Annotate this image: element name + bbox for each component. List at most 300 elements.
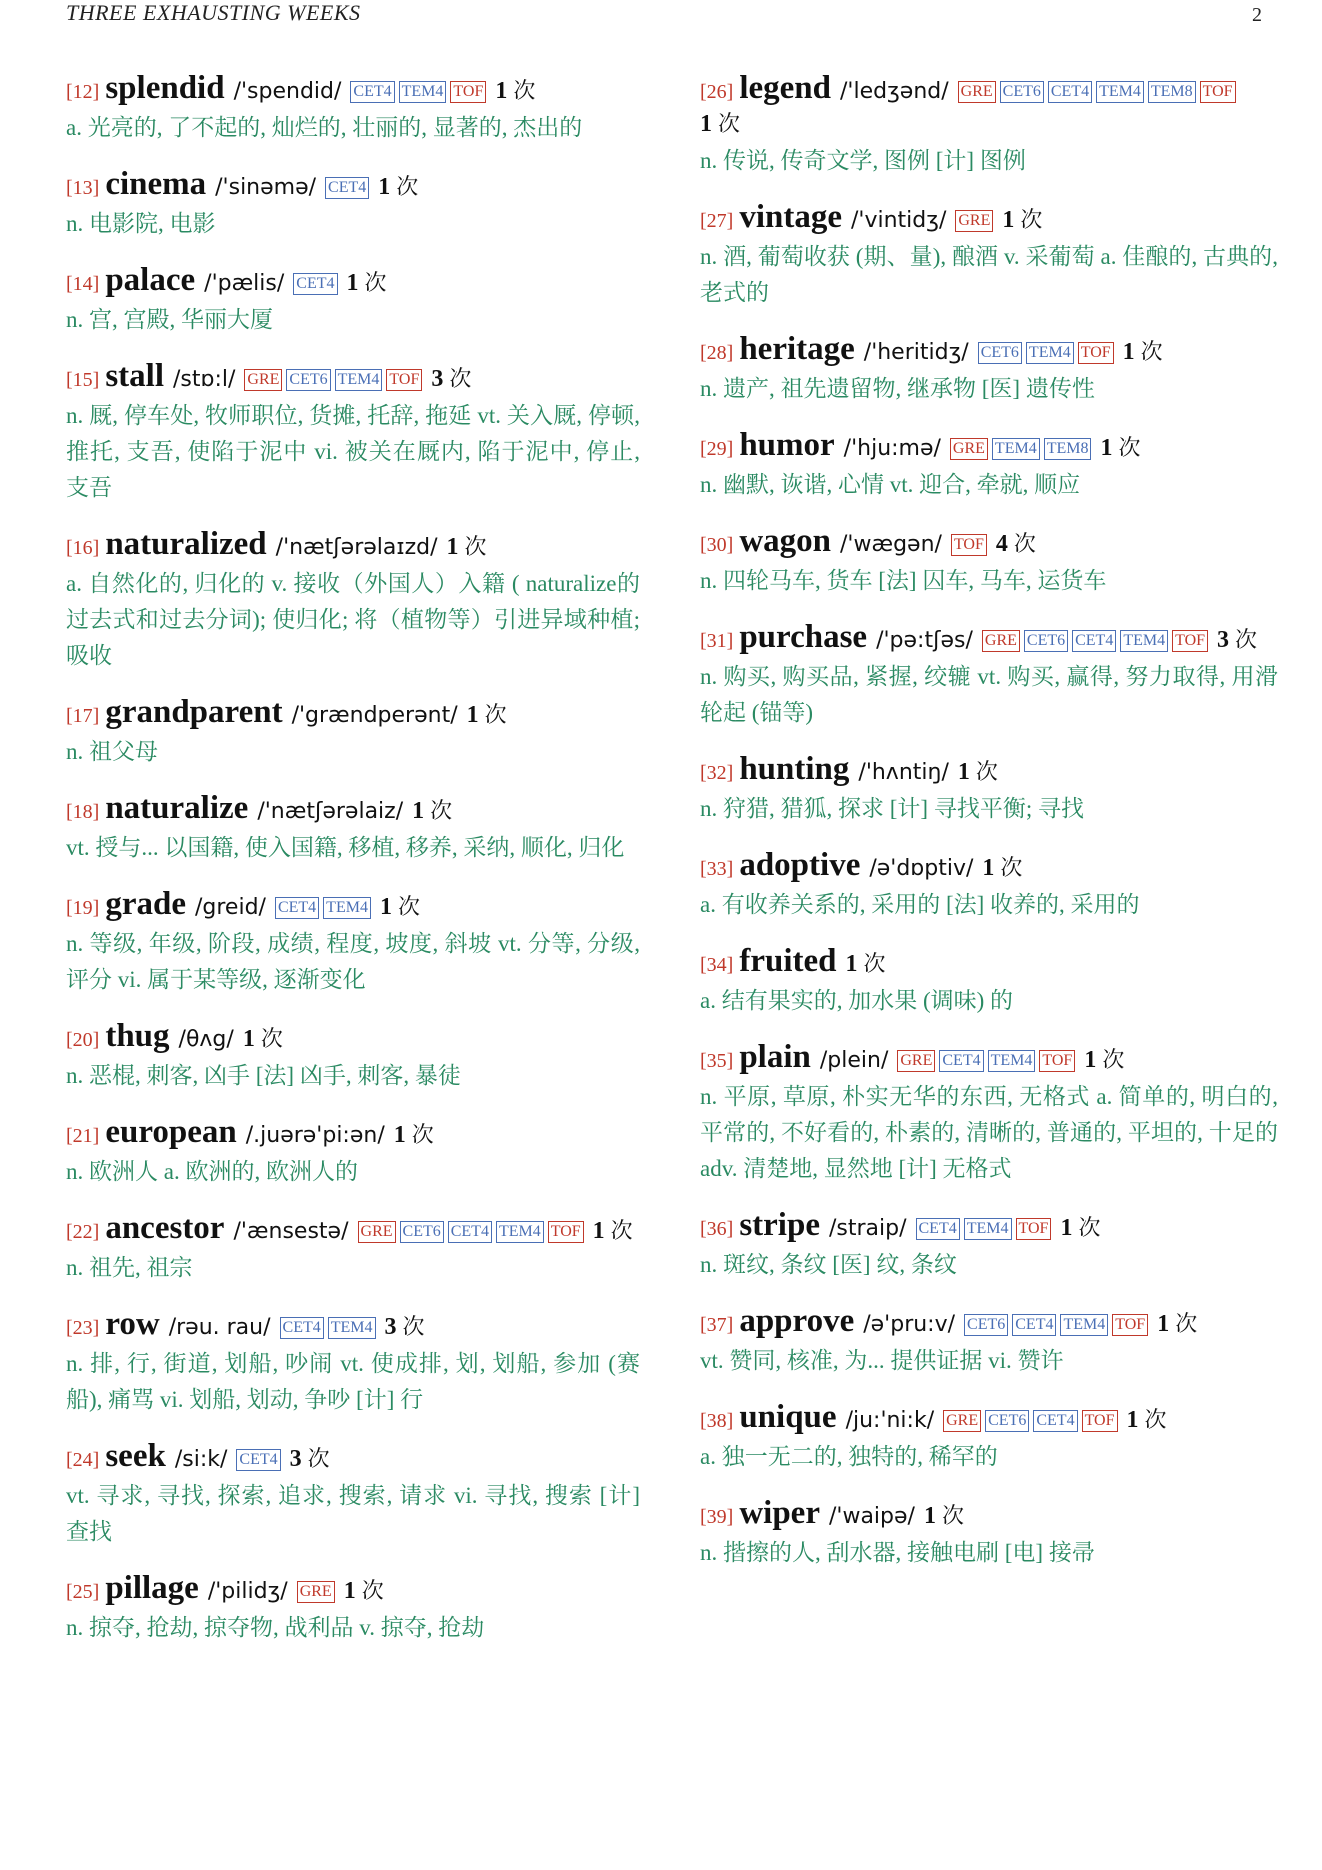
vocab-entry [700, 1305, 1278, 1379]
entry-definition: n. 传说, 传奇文学, 图例 [计] 图例 [700, 148, 1026, 173]
entry-headline [66, 792, 640, 828]
count-value: 1 [393, 1122, 406, 1148]
count-value: 1 [1122, 339, 1135, 365]
occurrence-count [394, 1122, 434, 1148]
entry-index: [28] [700, 342, 734, 364]
count-label: 次 [1118, 435, 1141, 460]
entry-word: stripe [739, 1207, 820, 1243]
occurrence-count [380, 894, 420, 920]
exam-tag-gre: GRE [297, 1581, 335, 1603]
exam-tags [244, 369, 426, 391]
entry-word: cinema [105, 166, 207, 202]
entry-pronunciation: /.juərə'pi:ən/ [245, 1123, 385, 1148]
entry-headline [700, 1041, 1278, 1077]
entry-headline [66, 888, 640, 924]
exam-tag-gre: GRE [955, 210, 993, 232]
entry-word: naturalized [105, 526, 267, 562]
exam-tag-tem4: TEM4 [323, 897, 371, 919]
entry-index: [21] [66, 1125, 100, 1147]
vocab-entry [700, 525, 1278, 599]
exam-tag-tof: TOF [1200, 81, 1236, 103]
entry-index: [32] [700, 762, 734, 784]
entry-definition: a. 自然化的, 归化的 v. 接收（外国人）入籍 ( naturalize的过去式和过去分词); 使归化; 将（植物等）引进异域种植; 吸收 [66, 571, 640, 668]
entry-pronunciation: /stɒ:l/ [173, 367, 236, 392]
entry-pronunciation: /'nætʃərəlaɪzd/ [275, 535, 438, 560]
entry-pronunciation: /'pælis/ [204, 271, 285, 296]
entry-definition: n. 四轮马车, 货车 [法] 囚车, 马车, 运货车 [700, 568, 1107, 593]
count-label: 次 [975, 759, 998, 784]
entry-definition: n. 欧洲人 a. 欧洲的, 欧洲人的 [66, 1159, 358, 1184]
entry-headline [66, 168, 640, 204]
exam-tag-cet4: CET4 [236, 1449, 280, 1471]
exam-tag-cet6: CET6 [978, 342, 1022, 364]
entry-definition: vt. 赞同, 核准, 为... 提供证据 vi. 赞许 [700, 1348, 1064, 1373]
count-label: 次 [1078, 1215, 1101, 1240]
entry-pronunciation: /'pilidʒ/ [207, 1579, 288, 1604]
entry-index: [22] [66, 1221, 100, 1243]
count-label: 次 [513, 78, 536, 103]
vocab-entry [700, 1401, 1278, 1475]
entry-definition: n. 排, 行, 街道, 划船, 吵闹 vt. 使成排, 划, 划船, 参加 (赛船), 痛骂 vi. 划船, 划动, 争吵 [计] 行 [66, 1351, 640, 1412]
count-value: 1 [700, 111, 712, 137]
entry-index: [20] [66, 1029, 100, 1051]
count-label: 次 [1235, 627, 1258, 652]
count-value: 1 [1084, 1047, 1097, 1073]
exam-tag-tem8: TEM8 [1044, 438, 1092, 460]
count-value: 3 [431, 366, 444, 392]
count-label: 次 [397, 894, 420, 919]
entry-word: plain [739, 1039, 811, 1075]
entry-headline [66, 696, 640, 732]
exam-tags [950, 438, 1096, 460]
entry-pronunciation: /'ledʒənd/ [840, 79, 949, 104]
vocab-entry [700, 201, 1278, 311]
entry-headline [700, 945, 1278, 981]
occurrence-count [344, 1578, 384, 1604]
entry-index: [35] [700, 1050, 734, 1072]
occurrence-count [1123, 339, 1163, 365]
entry-definition: n. 宫, 宫殿, 华丽大厦 [66, 307, 273, 332]
entry-index: [30] [700, 534, 734, 556]
exam-tag-tem4: TEM4 [1096, 81, 1144, 103]
entry-index: [26] [700, 81, 734, 103]
exam-tag-cet6: CET6 [964, 1314, 1008, 1336]
count-value: 1 [466, 702, 479, 728]
entry-headline [700, 621, 1278, 657]
entry-headline [700, 1209, 1278, 1245]
entry-headline [66, 1212, 640, 1248]
entry-pronunciation: /straip/ [828, 1216, 907, 1241]
exam-tag-tem4: TEM4 [496, 1221, 544, 1243]
entry-pronunciation: /'heritidʒ/ [863, 340, 969, 365]
entry-pronunciation: /rəu. rau/ [168, 1315, 271, 1340]
count-label: 次 [449, 366, 472, 391]
entry-word: grandparent [105, 694, 283, 730]
vocab-entry [700, 1497, 1278, 1571]
occurrence-count [924, 1503, 964, 1529]
vocab-entry [66, 1308, 640, 1418]
entry-definition: a. 有收养关系的, 采用的 [法] 收养的, 采用的 [700, 892, 1140, 917]
entry-index: [12] [66, 81, 100, 103]
entry-headline [66, 1308, 640, 1344]
vocab-entry [700, 1209, 1278, 1283]
entry-definition: n. 恶棍, 刺客, 凶手 [法] 凶手, 刺客, 暴徒 [66, 1063, 461, 1088]
entry-word: humor [739, 427, 835, 463]
count-label: 次 [396, 174, 419, 199]
exam-tag-gre: GRE [958, 81, 996, 103]
vocab-entry [66, 1440, 640, 1550]
vocab-entry [66, 1116, 640, 1190]
vocab-entry [66, 528, 640, 674]
entry-pronunciation: /ə'pru:v/ [863, 1312, 956, 1337]
entry-pronunciation: /'ænsestə/ [233, 1219, 349, 1244]
entry-pronunciation: /greid/ [194, 895, 266, 920]
entry-definition: a. 独一无二的, 独特的, 稀罕的 [700, 1444, 998, 1469]
exam-tag-cet6: CET6 [400, 1221, 444, 1243]
count-value: 1 [378, 174, 391, 200]
occurrence-count [347, 270, 387, 296]
entry-word: purchase [739, 619, 868, 655]
entry-definition: n. 祖先, 祖宗 [66, 1255, 193, 1280]
entry-index: [31] [700, 630, 734, 652]
exam-tag-gre: GRE [982, 630, 1020, 652]
exam-tag-tem4: TEM4 [1060, 1314, 1108, 1336]
entry-definition: n. 平原, 草原, 朴实无华的东西, 无格式 a. 简单的, 明白的, 平常的, 不好看的, 朴素的, 清晰的, 普通的, 平坦的, 十足的 adv. 清楚地, 显然地 [计] 无格式 [700, 1084, 1278, 1181]
count-value: 3 [289, 1446, 302, 1472]
entry-word: ancestor [105, 1210, 225, 1246]
count-label: 次 [484, 702, 507, 727]
count-label: 次 [1102, 1047, 1125, 1072]
exam-tag-tem4: TEM4 [1026, 342, 1074, 364]
entry-headline [66, 1440, 640, 1476]
count-value: 1 [1100, 435, 1113, 461]
entry-index: [29] [700, 438, 734, 460]
entry-index: [39] [700, 1506, 734, 1528]
count-label: 次 [364, 270, 387, 295]
entry-definition: n. 酒, 葡萄收获 (期、量), 酿酒 v. 采葡萄 a. 佳酿的, 古典的, 老式的 [700, 244, 1278, 305]
entry-headline [700, 429, 1278, 465]
entry-word: hunting [739, 751, 850, 787]
exam-tag-cet4: CET4 [293, 273, 337, 295]
exam-tag-cet4: CET4 [916, 1218, 960, 1240]
entry-headline [66, 1116, 640, 1152]
exam-tags [916, 1218, 1056, 1240]
count-value: 1 [343, 1578, 356, 1604]
exam-tags [943, 1410, 1121, 1432]
exam-tag-tem4: TEM4 [328, 1317, 376, 1339]
exam-tag-cet6: CET6 [985, 1410, 1029, 1432]
vocab-entry [66, 1572, 640, 1646]
entry-word: european [105, 1114, 237, 1150]
exam-tag-tof: TOF [951, 534, 987, 556]
entry-index: [15] [66, 369, 100, 391]
entry-index: [16] [66, 537, 100, 559]
count-label: 次 [1000, 855, 1023, 880]
exam-tag-cet6: CET6 [1024, 630, 1068, 652]
entry-definition: a. 结有果实的, 加水果 (调味) 的 [700, 988, 1014, 1013]
entry-pronunciation: /'spendid/ [233, 79, 342, 104]
exam-tags [293, 273, 341, 295]
entry-definition: n. 揩擦的人, 刮水器, 接触电刷 [电] 接帚 [700, 1540, 1095, 1565]
exam-tag-gre: GRE [897, 1050, 935, 1072]
count-label: 次 [1175, 1311, 1198, 1336]
exam-tag-cet6: CET6 [1000, 81, 1044, 103]
exam-tag-tof: TOF [1039, 1050, 1075, 1072]
exam-tag-cet4: CET4 [275, 897, 319, 919]
count-value: 1 [412, 798, 425, 824]
page-number: 2 [1252, 4, 1262, 26]
exam-tag-tof: TOF [548, 1221, 584, 1243]
occurrence-count [447, 534, 487, 560]
entry-definition: vt. 寻求, 寻找, 探索, 追求, 搜索, 请求 vi. 寻找, 搜索 [计] 查找 [66, 1483, 640, 1544]
entry-word: pillage [105, 1570, 199, 1606]
exam-tag-gre: GRE [950, 438, 988, 460]
exam-tag-tof: TOF [450, 81, 486, 103]
occurrence-count [1002, 207, 1042, 233]
entry-pronunciation: /'sinəmə/ [215, 175, 317, 200]
count-label: 次 [610, 1218, 633, 1243]
exam-tag-tof: TOF [1172, 630, 1208, 652]
vocab-entry [66, 1212, 640, 1286]
count-value: 1 [242, 1026, 255, 1052]
entry-headline [700, 525, 1278, 561]
entry-headline [700, 849, 1278, 885]
entry-headline [700, 72, 1278, 141]
count-label: 次 [718, 111, 741, 136]
exam-tags [955, 210, 997, 232]
entry-pronunciation: /'grændperənt/ [291, 703, 458, 728]
entry-headline [66, 72, 640, 108]
entry-word: heritage [739, 331, 855, 367]
occurrence-count [467, 702, 507, 728]
vocab-entry [66, 888, 640, 998]
entry-pronunciation: /'vintidʒ/ [851, 208, 947, 233]
entry-headline [700, 201, 1278, 237]
exam-tag-tof: TOF [386, 369, 422, 391]
exam-tags [982, 630, 1212, 652]
entry-word: seek [105, 1438, 166, 1474]
entry-headline [700, 1305, 1278, 1341]
exam-tags [275, 897, 375, 919]
count-label: 次 [361, 1578, 384, 1603]
exam-tags [964, 1314, 1152, 1336]
entry-word: unique [739, 1399, 837, 1435]
entry-index: [18] [66, 801, 100, 823]
entry-word: approve [739, 1303, 855, 1339]
entry-index: [36] [700, 1218, 734, 1240]
exam-tags [297, 1581, 339, 1603]
entry-pronunciation: /'hju:mə/ [843, 436, 941, 461]
exam-tag-gre: GRE [358, 1221, 396, 1243]
entry-definition: n. 购买, 购买品, 紧握, 绞辘 vt. 购买, 赢得, 努力取得, 用滑轮起 (锚等) [700, 664, 1278, 725]
entry-definition: n. 电影院, 电影 [66, 211, 216, 236]
entry-word: row [105, 1306, 160, 1342]
count-value: 3 [384, 1314, 397, 1340]
exam-tags [358, 1221, 588, 1243]
entry-definition: n. 幽默, 诙谐, 心情 vt. 迎合, 牵就, 顺应 [700, 472, 1081, 497]
entry-pronunciation: /'waipə/ [828, 1504, 915, 1529]
exam-tag-tem4: TEM4 [399, 81, 447, 103]
exam-tag-tem4: TEM4 [1120, 630, 1168, 652]
entry-pronunciation: /'hʌntiŋ/ [858, 760, 949, 785]
vocab-entry [700, 753, 1278, 827]
occurrence-count [1127, 1407, 1167, 1433]
exam-tags [236, 1449, 284, 1471]
exam-tag-tem4: TEM4 [988, 1050, 1036, 1072]
exam-tag-cet4: CET4 [325, 177, 369, 199]
occurrence-count [593, 1218, 633, 1244]
exam-tag-tem4: TEM4 [992, 438, 1040, 460]
count-label: 次 [411, 1122, 434, 1147]
entry-headline [700, 1401, 1278, 1437]
right-column [700, 72, 1278, 1571]
entry-headline [66, 264, 640, 300]
occurrence-count [378, 174, 418, 200]
entry-pronunciation: /'nætʃərəlaiz/ [257, 799, 404, 824]
vocab-entry [66, 792, 640, 866]
entry-headline [700, 753, 1278, 789]
exam-tag-tof: TOF [1082, 1410, 1118, 1432]
running-title: THREE EXHAUSTING WEEKS [66, 0, 361, 25]
entry-index: [33] [700, 858, 734, 880]
entry-index: [13] [66, 177, 100, 199]
entry-word: grade [105, 886, 186, 922]
exam-tag-gre: GRE [943, 1410, 981, 1432]
exam-tag-tem4: TEM4 [964, 1218, 1012, 1240]
count-label: 次 [863, 951, 886, 976]
entry-index: [27] [700, 210, 734, 232]
vocab-entry [66, 1020, 640, 1094]
occurrence-count [845, 951, 885, 977]
vocab-entry [66, 72, 640, 146]
occurrence-count [243, 1026, 283, 1052]
entry-word: vintage [739, 199, 842, 235]
count-value: 1 [923, 1503, 936, 1529]
entry-word: naturalize [105, 790, 249, 826]
count-value: 1 [1157, 1311, 1170, 1337]
entry-pronunciation: /ju:'ni:k/ [845, 1408, 935, 1433]
entry-index: [25] [66, 1581, 100, 1603]
count-value: 1 [495, 78, 508, 104]
count-label: 次 [1140, 339, 1163, 364]
entry-definition: n. 狩猎, 猎狐, 探求 [计] 寻找平衡; 寻找 [700, 796, 1084, 821]
entry-pronunciation: /plein/ [819, 1048, 889, 1073]
entry-index: [37] [700, 1314, 734, 1336]
count-label: 次 [307, 1446, 330, 1471]
exam-tag-cet4: CET4 [1072, 630, 1116, 652]
exam-tags [958, 81, 1240, 103]
occurrence-count [982, 855, 1022, 881]
entry-headline [66, 1020, 640, 1056]
entry-word: adoptive [739, 847, 861, 883]
count-value: 1 [379, 894, 392, 920]
exam-tags [978, 342, 1118, 364]
entry-definition: n. 等级, 年级, 阶段, 成绩, 程度, 坡度, 斜坡 vt. 分等, 分级, 评分 vi. 属于某等级, 逐渐变化 [66, 931, 640, 992]
entry-definition: n. 斑纹, 条纹 [医] 纹, 条纹 [700, 1252, 957, 1277]
entry-index: [14] [66, 273, 100, 295]
vocab-entry [66, 360, 640, 506]
exam-tag-cet4: CET4 [939, 1050, 983, 1072]
count-label: 次 [260, 1026, 283, 1051]
occurrence-count [1100, 435, 1140, 461]
exam-tags [897, 1050, 1079, 1072]
count-value: 1 [845, 951, 858, 977]
exam-tag-tof: TOF [1078, 342, 1114, 364]
occurrence-count [1060, 1215, 1100, 1241]
occurrence-count [495, 78, 535, 104]
occurrence-count [996, 531, 1036, 557]
count-value: 1 [1126, 1407, 1139, 1433]
vocab-entry [700, 1041, 1278, 1187]
entry-headline [66, 528, 640, 564]
count-value: 1 [592, 1218, 605, 1244]
occurrence-count [1217, 627, 1257, 653]
exam-tag-tem8: TEM8 [1148, 81, 1196, 103]
count-value: 1 [957, 759, 970, 785]
exam-tag-cet4: CET4 [350, 81, 394, 103]
entry-index: [23] [66, 1317, 100, 1339]
entry-definition: n. 掠夺, 抢劫, 掠夺物, 战利品 v. 掠夺, 抢劫 [66, 1615, 485, 1640]
occurrence-count [290, 1446, 330, 1472]
occurrence-count [431, 366, 471, 392]
count-value: 1 [982, 855, 995, 881]
entry-headline [700, 1497, 1278, 1533]
exam-tag-cet4: CET4 [280, 1317, 324, 1339]
count-value: 1 [446, 534, 459, 560]
exam-tag-cet4: CET4 [448, 1221, 492, 1243]
entry-index: [38] [700, 1410, 734, 1432]
count-value: 1 [1060, 1215, 1073, 1241]
occurrence-count [958, 759, 998, 785]
occurrence-count [412, 798, 452, 824]
count-label: 次 [430, 798, 453, 823]
count-value: 4 [995, 531, 1008, 557]
left-column [66, 72, 640, 1646]
count-label: 次 [941, 1503, 964, 1528]
entry-word: thug [105, 1018, 170, 1054]
entry-word: legend [739, 70, 831, 106]
exam-tags [951, 534, 991, 556]
count-value: 1 [1002, 207, 1015, 233]
entry-definition: a. 光亮的, 了不起的, 灿烂的, 壮丽的, 显著的, 杰出的 [66, 115, 583, 140]
exam-tag-tem4: TEM4 [335, 369, 383, 391]
entry-definition: vt. 授与... 以国籍, 使入国籍, 移植, 移养, 采纳, 顺化, 归化 [66, 835, 625, 860]
entry-headline [700, 333, 1278, 369]
entry-word: wiper [739, 1495, 820, 1531]
vocab-entry [700, 945, 1278, 1019]
entry-word: splendid [105, 70, 225, 106]
count-value: 1 [346, 270, 359, 296]
entry-pronunciation: /'wægən/ [840, 532, 942, 557]
entry-pronunciation: /'pə:tʃəs/ [876, 628, 973, 653]
occurrence-count [385, 1314, 425, 1340]
entry-pronunciation: /si:k/ [174, 1447, 228, 1472]
entry-pronunciation: /ə'dɒptiv/ [869, 856, 974, 881]
entry-word: stall [105, 358, 164, 394]
occurrence-count [1157, 1311, 1197, 1337]
count-label: 次 [1013, 531, 1036, 556]
exam-tag-cet4: CET4 [1048, 81, 1092, 103]
entry-headline [66, 360, 640, 396]
vocab-entry [66, 696, 640, 770]
page-header [66, 0, 1262, 30]
exam-tags [325, 177, 373, 199]
entry-word: fruited [739, 943, 837, 979]
entry-index: [17] [66, 705, 100, 727]
count-label: 次 [464, 534, 487, 559]
vocab-entry [66, 264, 640, 338]
vocab-entry [700, 621, 1278, 731]
